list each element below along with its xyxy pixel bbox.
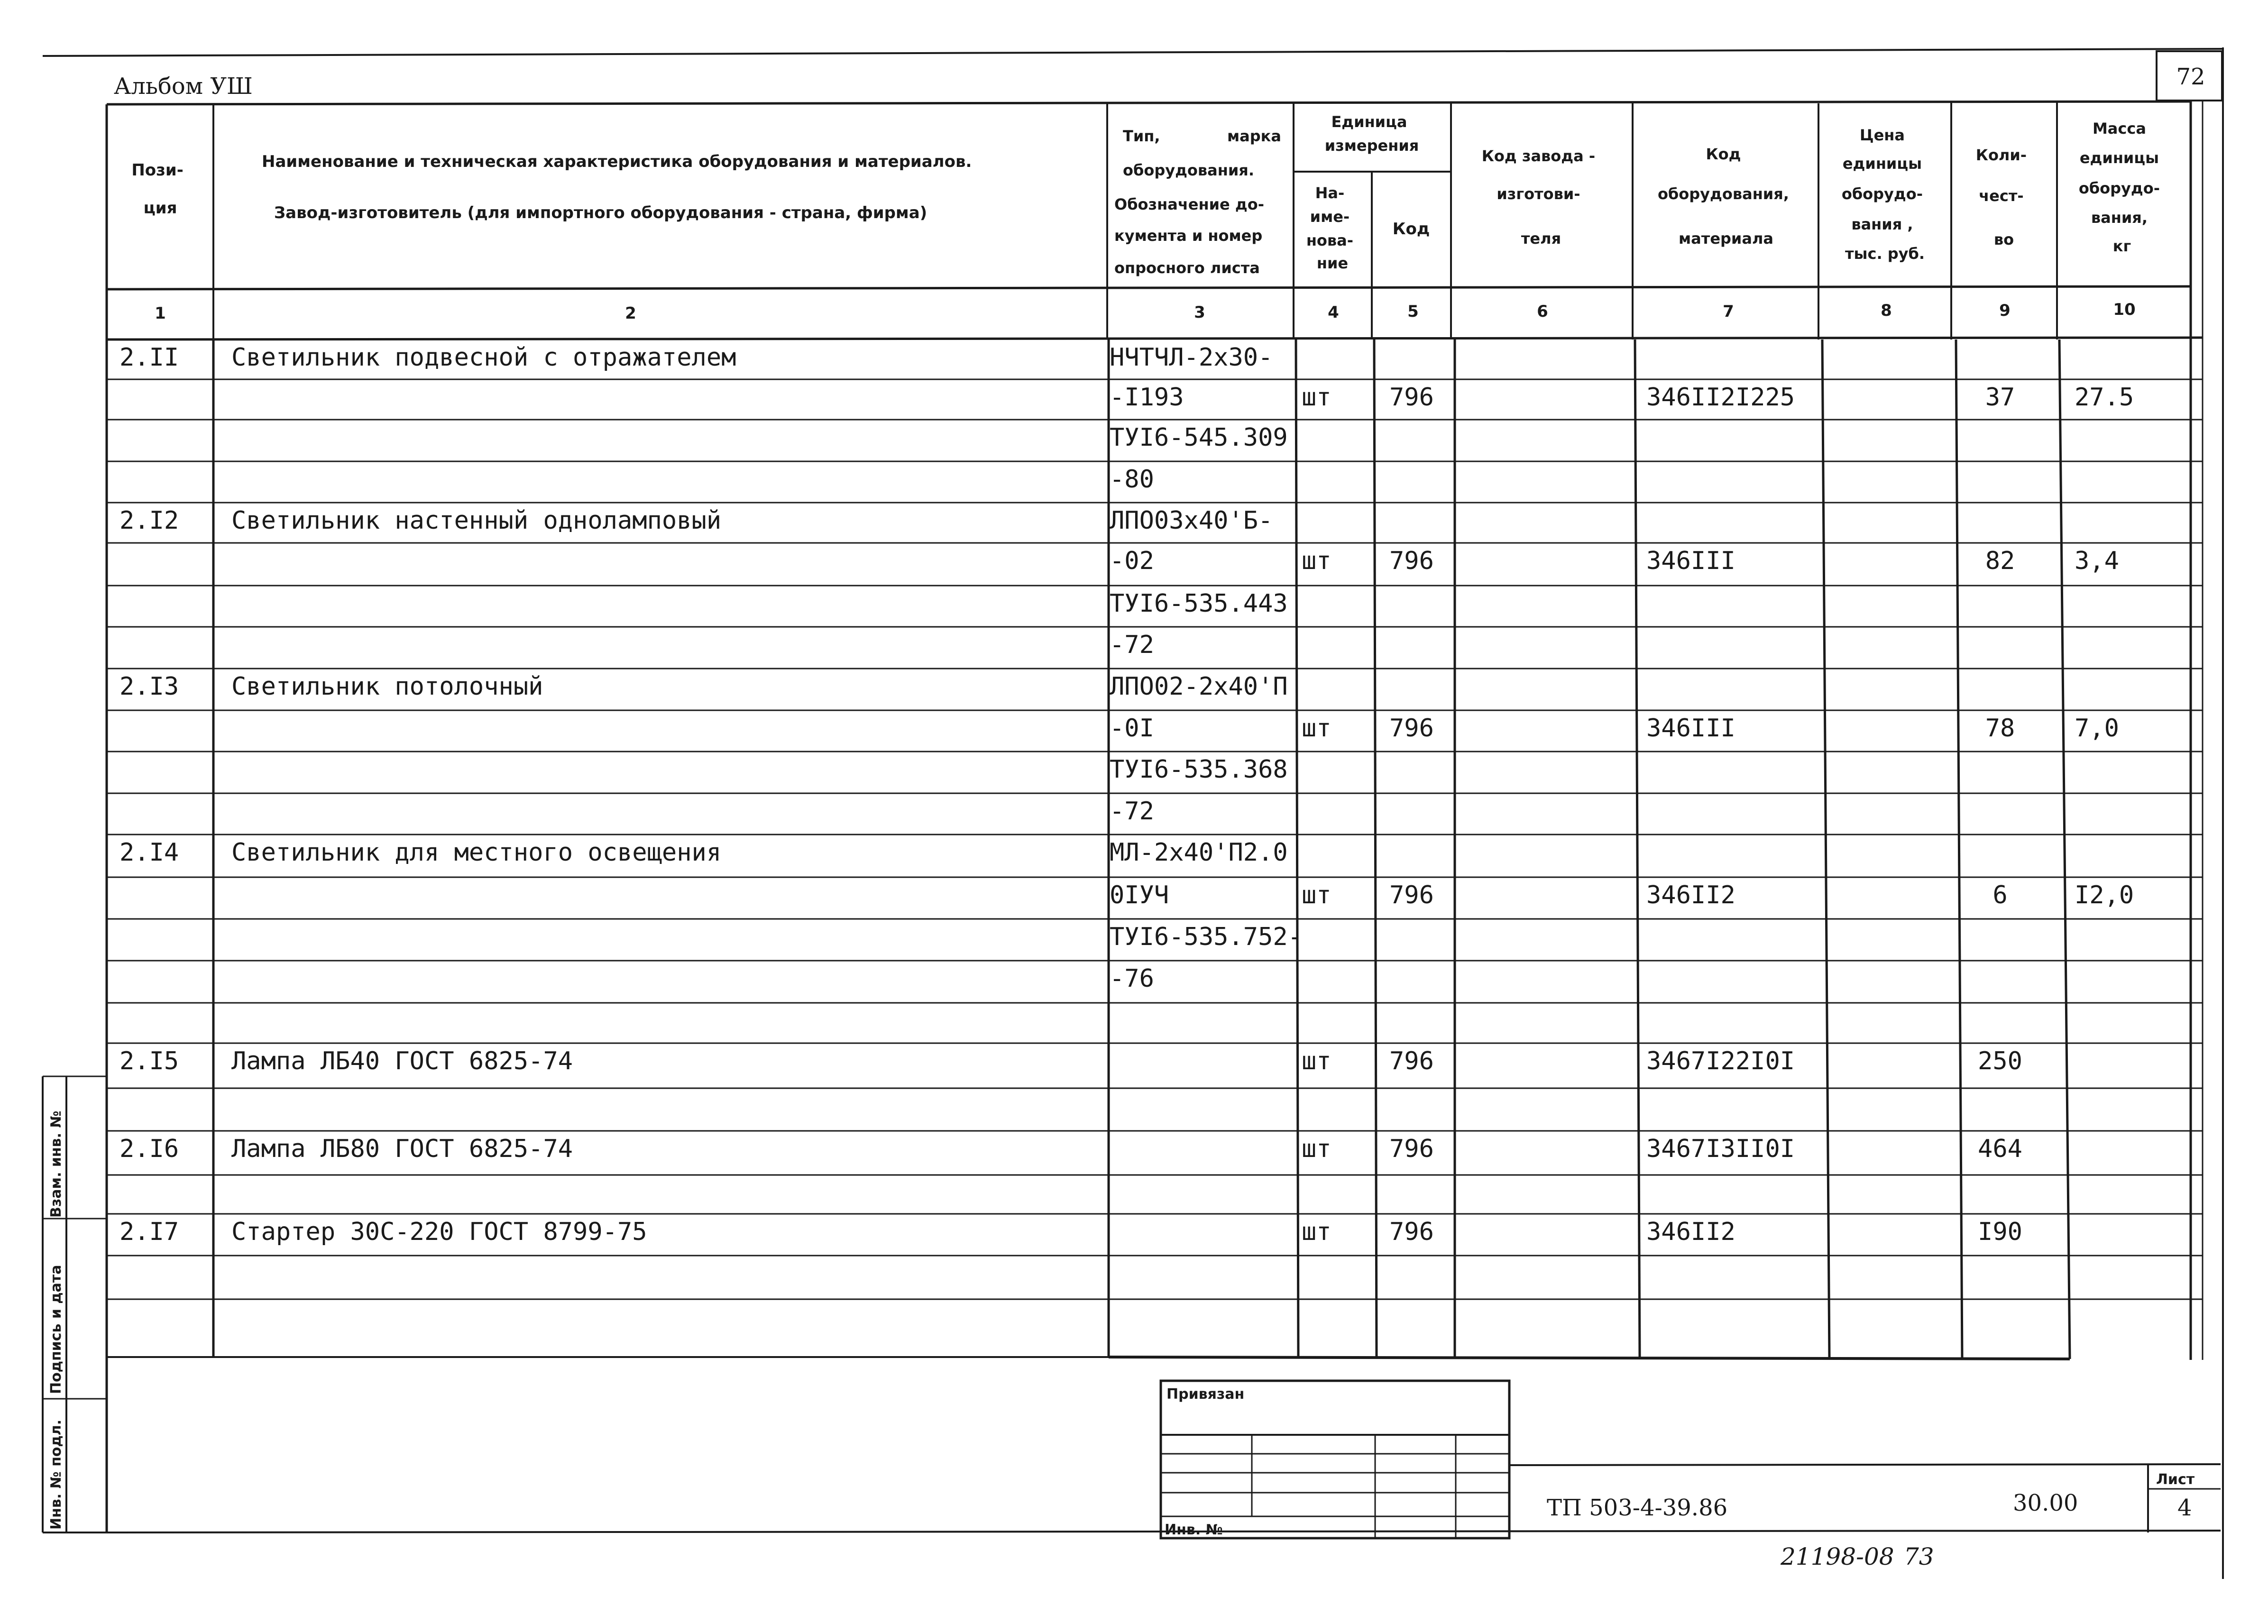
cell-code: 796 — [1389, 714, 1434, 743]
cell-unit: шт — [1302, 881, 1331, 909]
side-label-podpis: Подпись и дата — [48, 1265, 64, 1394]
table-row — [1110, 797, 1154, 826]
header-col3-line: Обозначение до- — [1114, 195, 1264, 213]
cell-quantity: 78 — [1985, 714, 2015, 743]
column-number: 9 — [1999, 301, 2011, 320]
header-col3-line: оборудования. — [1123, 161, 1254, 179]
header-col9-line: во — [1993, 230, 2014, 248]
cell-name: Светильник для местного освещения — [231, 838, 722, 867]
header-col4-line: ние — [1316, 254, 1349, 272]
cell-quantity: 37 — [1985, 383, 2015, 412]
table-row — [119, 1135, 2022, 1163]
cell-quantity: 250 — [1978, 1047, 2022, 1075]
table-row — [1110, 923, 1303, 951]
cell-code: 796 — [1389, 383, 1434, 412]
cell-unit: шт — [1302, 383, 1331, 412]
header-col6 — [1482, 147, 1601, 248]
cell-name: Стартер 30С-220 ГОСТ 8799-75 — [231, 1218, 647, 1246]
cell-position: 2.I6 — [119, 1135, 179, 1163]
table-row — [1110, 423, 1288, 452]
column-number: 7 — [1723, 302, 1734, 321]
cell-code: 796 — [1389, 881, 1434, 909]
table-row — [1110, 881, 2134, 909]
cell-name: Лампа ЛБ40 ГОСТ 6825-74 — [231, 1047, 573, 1075]
cell-code: 796 — [1389, 1047, 1434, 1075]
cell-type: 0IУЧ — [1110, 881, 1169, 909]
cell-name: Светильник настенный одноламповый — [231, 506, 722, 535]
column-number: 2 — [625, 304, 636, 323]
cell-type: -0I — [1110, 714, 1154, 743]
cell-equipment-code: 346III — [1646, 547, 1735, 575]
cell-unit: шт — [1302, 1135, 1331, 1163]
header-col5: Код — [1392, 220, 1430, 239]
header-col2 — [262, 152, 977, 222]
header-col9 — [1976, 146, 2032, 248]
cell-position: 2.I4 — [119, 838, 179, 867]
header-col8-line: вания , — [1851, 215, 1913, 233]
cell-position: 2.I2 — [119, 506, 179, 535]
cell-type: -72 — [1110, 797, 1154, 826]
cell-type: -76 — [1110, 964, 1154, 993]
header-col4-line: име- — [1310, 208, 1350, 226]
header-col6-line: изготови- — [1497, 185, 1580, 203]
cell-type: НЧТЧЛ-2х30- — [1110, 343, 1273, 372]
cell-unit: шт — [1302, 547, 1331, 575]
table-row — [1110, 755, 1288, 784]
cell-type: ТУI6-545.309 — [1110, 423, 1288, 452]
cell-mass: 3,4 — [2075, 547, 2119, 575]
column-number: 5 — [1407, 302, 1419, 321]
header-col7-line: Код — [1706, 145, 1741, 163]
table-row — [1110, 465, 1154, 494]
header-col6-line: Код завода - — [1481, 147, 1596, 165]
cell-type: ЛПО03х40'Б- — [1110, 506, 1273, 535]
header-col8 — [1842, 126, 1928, 263]
header-col4-line: На- — [1315, 184, 1345, 202]
column-number: 3 — [1194, 303, 1205, 322]
left-margin-strip — [43, 1076, 107, 1532]
cell-quantity: I90 — [1978, 1218, 2022, 1246]
header-col1-line: Пози- — [131, 161, 184, 180]
header-col4 — [1306, 184, 1359, 272]
table-row — [1110, 383, 2134, 412]
header-col9-line: Коли- — [1975, 146, 2027, 164]
table-row — [119, 672, 1288, 701]
header-col3-line: марка — [1227, 127, 1281, 145]
side-label-vzam: Взам. инв. № — [48, 1110, 64, 1218]
cell-code: 796 — [1389, 1218, 1434, 1246]
header-col4-line: нова- — [1306, 231, 1354, 249]
album-label: Альбом УШ — [114, 73, 253, 100]
sheet-label: Лист — [2156, 1471, 2195, 1488]
side-label-inv-podl: Инв. № подл. — [48, 1419, 64, 1530]
table-row — [119, 506, 1273, 535]
cell-equipment-code: 3467I22I0I — [1646, 1047, 1795, 1075]
header-col10-line: единицы — [2079, 149, 2159, 167]
cell-name: Светильник подвесной с отражателем — [231, 343, 736, 372]
header-col2-line: Завод-изготовитель (для импортного оборудования - страна, фирма) — [274, 203, 927, 222]
cell-equipment-code: 346II2 — [1646, 881, 1735, 909]
table-row — [1110, 547, 2119, 575]
cell-code: 796 — [1389, 547, 1434, 575]
stamp-block — [1161, 1381, 2221, 1538]
header-col45-line: измерения — [1324, 137, 1419, 155]
table-row — [119, 1218, 2022, 1246]
cell-position: 2.I7 — [119, 1218, 179, 1246]
column-number: 8 — [1881, 301, 1892, 320]
column-numbers — [155, 300, 2136, 323]
table-row — [119, 838, 1288, 867]
stamp-inv-label: Инв. № — [1165, 1522, 1223, 1538]
header-col2-line: Наименование и техническая характеристика оборудования и материалов. — [262, 152, 972, 171]
cell-type: -02 — [1110, 547, 1154, 575]
cell-equipment-code: 3467I3II0I — [1646, 1135, 1795, 1163]
cell-type: ТУI6-535.443 — [1110, 589, 1288, 618]
header-col10-line: Масса — [2092, 119, 2146, 138]
cell-unit: шт — [1302, 1047, 1331, 1075]
cell-position: 2.I3 — [119, 672, 179, 701]
table-body — [119, 343, 2134, 1246]
header-col3-line: Тип, — [1123, 127, 1160, 145]
cell-type: -I193 — [1110, 383, 1184, 412]
archive-number: 21198-08 — [1781, 1543, 1894, 1570]
cell-type: ТУI6-535.752- — [1110, 923, 1303, 951]
cell-mass: I2,0 — [2075, 881, 2134, 909]
cell-unit: шт — [1302, 1218, 1331, 1246]
header-col7-line: материала — [1679, 229, 1773, 248]
header-col3-line: кумента и номер — [1114, 227, 1263, 245]
section-code: 30.00 — [2013, 1490, 2078, 1516]
header-col1-line: ция — [143, 199, 177, 218]
header-col8-line: оборудо- — [1841, 185, 1923, 203]
cell-mass: 7,0 — [2075, 714, 2119, 743]
cell-unit: шт — [1302, 714, 1331, 743]
cell-equipment-code: 346III — [1646, 714, 1735, 743]
column-number: 10 — [2113, 300, 2136, 319]
header-col3-line: опросного листа — [1114, 259, 1260, 277]
cell-position: 2.II — [119, 343, 179, 372]
header-col1 — [131, 161, 189, 218]
table-row — [119, 343, 1273, 372]
cell-type: ТУI6-535.368 — [1110, 755, 1288, 784]
cell-type: ЛПО02-2х40'П — [1110, 672, 1288, 701]
cell-type: -80 — [1110, 465, 1154, 494]
archive-page: 73 — [1904, 1543, 1934, 1570]
header-col3 — [1114, 127, 1286, 277]
header-col6-line: теля — [1521, 229, 1561, 248]
header-col8-line: Цена — [1859, 126, 1905, 144]
cell-mass: 27.5 — [2075, 383, 2134, 412]
header-col45 — [1325, 113, 1419, 155]
header-col45-line: Единица — [1331, 113, 1407, 131]
header-col8-line: тыс. руб. — [1845, 245, 1925, 263]
header-col9-line: чест- — [1979, 187, 2024, 205]
table-row — [1110, 589, 1288, 618]
cell-equipment-code: 346II2I225 — [1646, 383, 1795, 412]
cell-equipment-code: 346II2 — [1646, 1218, 1735, 1246]
header-col10-line: вания, — [2091, 209, 2148, 227]
cell-code: 796 — [1389, 1135, 1434, 1163]
stamp-privyazan: Привязан — [1166, 1386, 1245, 1403]
sheet-number: 4 — [2177, 1495, 2192, 1521]
cell-quantity: 464 — [1978, 1135, 2022, 1163]
table-row — [119, 1047, 2022, 1075]
header-col10 — [2079, 119, 2165, 255]
header-col8-line: единицы — [1842, 155, 1922, 173]
cell-name: Светильник потолочный — [231, 672, 543, 701]
page-number: 72 — [2176, 64, 2205, 90]
table-row — [1110, 631, 1154, 659]
column-number: 1 — [155, 304, 166, 323]
cell-position: 2.I5 — [119, 1047, 179, 1075]
header-col7-line: оборудования, — [1657, 185, 1789, 203]
cell-type: -72 — [1110, 631, 1154, 659]
header-col10-line: кг — [2112, 237, 2131, 255]
column-number: 4 — [1328, 303, 1339, 322]
cell-quantity: 82 — [1985, 547, 2015, 575]
table-row — [1110, 714, 2119, 743]
cell-name: Лампа ЛБ80 ГОСТ 6825-74 — [231, 1135, 573, 1163]
header-col10-line: оборудо- — [2078, 179, 2160, 197]
table-header — [131, 113, 2165, 277]
table-row — [1110, 964, 1154, 993]
column-number: 6 — [1537, 302, 1548, 321]
header-col7 — [1658, 145, 1794, 248]
cell-quantity: 6 — [1993, 881, 2008, 909]
cell-type: МЛ-2х40'П2.0 — [1110, 838, 1288, 867]
page-number-box — [2157, 51, 2222, 101]
document-code: ТП 503-4-39.86 — [1547, 1495, 1728, 1521]
